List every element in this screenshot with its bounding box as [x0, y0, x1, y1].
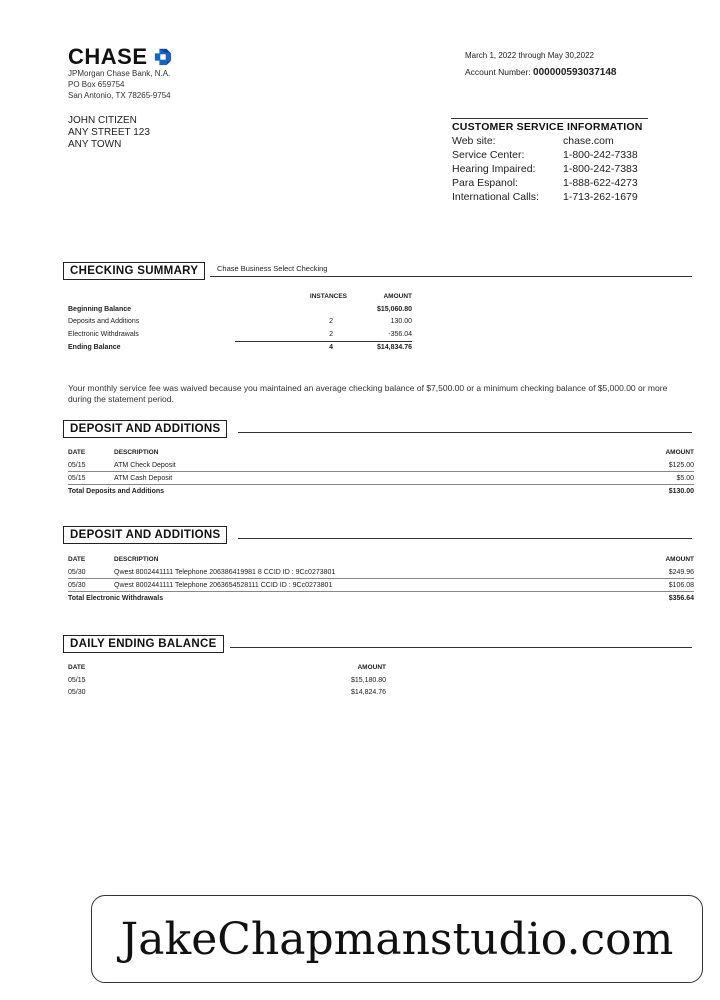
- table-row: [68, 459, 694, 472]
- customer-town: ANY TOWN: [68, 139, 122, 150]
- table-header: [68, 445, 694, 459]
- col-date: DATE: [68, 448, 86, 456]
- logo-text: CHASE: [68, 44, 148, 69]
- row-label: Deposits and Additions: [68, 318, 140, 326]
- table-row: [68, 316, 412, 329]
- row-date: 05/30: [68, 688, 86, 696]
- chase-logo: [68, 44, 172, 70]
- divider: [210, 276, 692, 277]
- row-date: 05/30: [68, 566, 114, 579]
- cs-label: Para Espanol:: [452, 177, 518, 189]
- table-row: [68, 686, 386, 698]
- customer-service-table: [452, 134, 638, 204]
- row-description: Qwest 8002441111 Telephone 2063654528111 CCID ID : 9Cc0273801: [114, 579, 628, 592]
- chase-octagon-icon: [154, 48, 172, 66]
- total-amount: $130.00: [668, 487, 694, 495]
- cs-value: 1-800-242-7383: [563, 163, 638, 175]
- cs-row-international: [452, 190, 638, 204]
- row-description: ATM Check Deposit: [114, 459, 511, 472]
- cs-label: International Calls:: [452, 191, 539, 203]
- checking-summary-table: [68, 289, 412, 354]
- cs-label: Service Center:: [452, 149, 525, 161]
- cs-value: 1-800-242-7338: [563, 149, 638, 161]
- table-row: [68, 566, 694, 579]
- fee-waiver-notice: Your monthly service fee was waived because you maintained an average checking balance of $7,500.00 or a minimum checking balance of $5,000.00 or more during the statement period.: [68, 383, 668, 404]
- total-label: Total Electronic Withdrawals: [68, 594, 164, 602]
- row-label: Electronic Withdrawals: [68, 331, 139, 338]
- col-date: DATE: [68, 663, 86, 671]
- bank-address: [68, 68, 171, 101]
- row-amount: $14,824.76: [350, 688, 386, 696]
- row-date: 05/30: [68, 579, 114, 592]
- total-row: [68, 485, 694, 498]
- cs-label: Web site:: [452, 135, 496, 147]
- cs-row-website: [452, 134, 638, 148]
- bank-address-line1: PO Box 659754: [68, 80, 125, 89]
- table-row: [68, 341, 412, 354]
- total-label: Total Deposits and Additions: [68, 487, 165, 495]
- divider: [238, 538, 692, 539]
- withdrawals-table: [68, 552, 694, 604]
- row-instances: 2: [329, 318, 333, 326]
- row-amount: $125.00: [511, 459, 694, 472]
- row-amount: -356.04: [347, 328, 412, 341]
- product-name: Chase Business Select Checking: [217, 264, 328, 273]
- divider: [230, 647, 692, 648]
- table-row: [68, 472, 694, 485]
- table-header: [68, 552, 694, 566]
- col-amount: AMOUNT: [665, 448, 694, 456]
- deposits-title: DEPOSIT AND ADDITIONS: [63, 420, 227, 438]
- cs-value: 1-713-262-1679: [563, 191, 638, 203]
- table-row: [68, 674, 386, 686]
- customer-address: [68, 115, 150, 151]
- row-instances: 4: [329, 344, 333, 352]
- row-instances: 2: [235, 328, 347, 341]
- row-amount: $5.00: [511, 472, 694, 485]
- row-label: Beginning Balance: [68, 305, 132, 313]
- col-description: DESCRIPTION: [114, 555, 159, 563]
- col-amount: AMOUNT: [357, 663, 386, 671]
- total-row: [68, 592, 694, 605]
- cs-row-para-espanol: [452, 176, 638, 190]
- table-header: [68, 289, 412, 303]
- row-date: 05/15: [68, 472, 114, 485]
- cs-value: chase.com: [563, 135, 614, 147]
- customer-name: JOHN CITIZEN: [68, 115, 137, 126]
- bank-name: JPMorgan Chase Bank, N.A.: [68, 69, 171, 78]
- cs-value: 1-888-622-4273: [563, 177, 638, 189]
- table-row: [68, 579, 694, 592]
- total-amount: $356.64: [668, 594, 694, 602]
- customer-street: ANY STREET 123: [68, 127, 150, 138]
- divider: [238, 432, 692, 433]
- daily-balance-table: [68, 660, 386, 698]
- table-row: [68, 303, 412, 316]
- row-instances: [235, 303, 347, 316]
- withdrawals-title: DEPOSIT AND ADDITIONS: [63, 526, 227, 544]
- watermark-box: [91, 895, 703, 983]
- cs-row-hearing-impaired: [452, 162, 638, 176]
- cs-label: Hearing Impaired:: [452, 163, 536, 175]
- row-amount: $106.08: [628, 579, 694, 592]
- col-amount: AMOUNT: [665, 555, 694, 563]
- row-label: Ending Balance: [68, 344, 121, 351]
- statement-period: March 1, 2022 through May 30,2022: [465, 51, 594, 60]
- row-amount: $249.96: [628, 566, 694, 579]
- row-amount: $14,834.76: [376, 344, 412, 352]
- row-amount: $15,060.80: [376, 305, 412, 313]
- col-description: DESCRIPTION: [114, 448, 159, 456]
- checking-summary-title: CHECKING SUMMARY: [63, 262, 205, 280]
- daily-balance-title: DAILY ENDING BALANCE: [63, 635, 224, 653]
- row-date: 05/15: [68, 459, 114, 472]
- col-date: DATE: [68, 555, 86, 563]
- row-amount: $15,180.80: [350, 676, 386, 684]
- col-instances: INSTANCES: [309, 292, 347, 300]
- deposits-table: [68, 445, 694, 497]
- row-description: ATM Cash Deposit: [114, 472, 511, 485]
- bank-address-line2: San Antonio, TX 78265-9754: [68, 91, 171, 100]
- watermark-text: JakeChapmanstudio.com: [120, 913, 674, 965]
- account-number: 000000593037148: [533, 67, 617, 78]
- row-amount: 130.00: [390, 318, 412, 326]
- customer-service-title: CUSTOMER SERVICE INFORMATION: [452, 121, 643, 133]
- table-header: [68, 660, 386, 674]
- table-row: [68, 328, 412, 341]
- account-number-line: [465, 67, 616, 78]
- col-amount: AMOUNT: [383, 292, 412, 300]
- account-label: Account Number:: [465, 67, 534, 77]
- row-description: Qwest 8002441111 Telephone 206386419981 8 CCID ID : 9Cc0273801: [114, 566, 628, 579]
- row-date: 05/15: [68, 676, 86, 684]
- divider: [451, 118, 648, 119]
- cs-row-service-center: [452, 148, 638, 162]
